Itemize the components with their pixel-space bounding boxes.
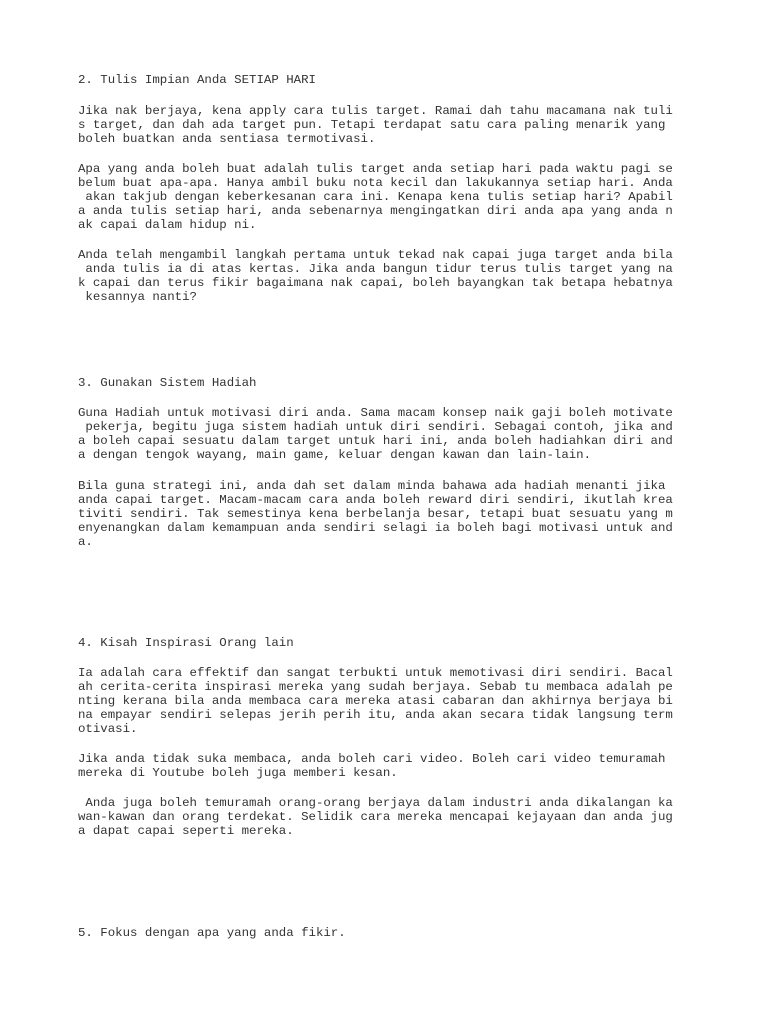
section-3-paragraph-2-line-3: tiviti sendiri. Tak semestinya kena berbelanja besar, tetapi buat sesuatu yang m [78,507,673,521]
section-4-paragraph-2-line-2: mereka di Youtube boleh juga memberi kesan. [78,766,398,780]
section-3-paragraph-2-line-1: Bila guna strategi ini, anda dah set dalam minda bahawa ada hadiah menanti jika [78,479,666,493]
section-5-heading: 5. Fokus dengan apa yang anda fikir. [78,926,346,940]
section-2-paragraph-3-line-2: anda tulis ia di atas kertas. Jika anda bangun tidur terus tulis target yang na [78,262,673,276]
section-3-paragraph-1-line-1: Guna Hadiah untuk motivasi diri anda. Sama macam konsep naik gaji boleh motivate [78,406,673,420]
section-4-paragraph-2-line-1: Jika anda tidak suka membaca, anda boleh cari video. Boleh cari video temuramah [78,752,666,766]
section-2-paragraph-1-line-2: s target, dan dah ada target pun. Tetapi terdapat satu cara paling menarik yang [78,118,666,132]
section-2-paragraph-3-line-1: Anda telah mengambil langkah pertama untuk tekad nak capai juga target anda bila [78,248,673,262]
section-2-paragraph-2-line-1: Apa yang anda boleh buat adalah tulis target anda setiap hari pada waktu pagi se [78,162,673,176]
section-3-heading: 3. Gunakan Sistem Hadiah [78,376,257,390]
section-4-paragraph-3-line-1: Anda juga boleh temuramah orang-orang berjaya dalam industri anda dikalangan ka [78,796,673,810]
section-2-paragraph-2-line-3: akan takjub dengan keberkesanan cara ini. Kenapa kena tulis setiap hari? Apabil [78,190,673,204]
section-3-paragraph-1-line-3: a boleh capai sesuatu dalam target untuk hari ini, anda boleh hadiahkan diri and [78,434,673,448]
section-3-paragraph-1-line-4: a dengan tengok wayang, main game, keluar dengan kawan dan lain-lain. [78,448,592,462]
section-2-paragraph-3-line-4: kesannya nanti? [78,290,197,304]
section-4-paragraph-3-line-2: wan-kawan dan orang terdekat. Selidik cara mereka mencapai kejayaan dan anda jug [78,810,673,824]
section-4-paragraph-1-line-4: na empayar sendiri selepas jerih perih itu, anda akan secara tidak langsung term [78,708,673,722]
section-2-paragraph-2-line-4: a anda tulis setiap hari, anda sebenarnya mengingatkan diri anda apa yang anda n [78,204,673,218]
section-4-heading: 4. Kisah Inspirasi Orang lain [78,636,294,650]
section-4-paragraph-1-line-2: ah cerita-cerita inspirasi mereka yang sudah berjaya. Sebab tu membaca adalah pe [78,680,673,694]
section-2-paragraph-3-line-3: k capai dan terus fikir bagaimana nak capai, boleh bayangkan tak betapa hebatnya [78,276,673,290]
section-2-paragraph-1-line-3: boleh buatkan anda sentiasa termotivasi. [78,132,376,146]
section-4-paragraph-1-line-1: Ia adalah cara effektif dan sangat terbukti untuk memotivasi diri sendiri. Bacal [78,666,673,680]
section-3-paragraph-2-line-5: a. [78,535,93,549]
section-3-paragraph-2-line-2: anda capai target. Macam-macam cara anda boleh reward diri sendiri, ikutlah krea [78,493,673,507]
section-2-paragraph-2-line-5: ak capai dalam hidup ni. [78,218,257,232]
section-4-paragraph-1-line-3: nting kerana bila anda membaca cara mereka atasi cabaran dan akhirnya berjaya bi [78,694,673,708]
section-2-paragraph-1-line-1: Jika nak berjaya, kena apply cara tulis target. Ramai dah tahu macamana nak tuli [78,104,673,118]
section-4-paragraph-1-line-5: otivasi. [78,722,138,736]
section-2-paragraph-2-line-2: belum buat apa-apa. Hanya ambil buku nota kecil dan lakukannya setiap hari. Anda [78,176,673,190]
section-4-paragraph-3-line-3: a dapat capai seperti mereka. [78,824,294,838]
section-2-heading: 2. Tulis Impian Anda SETIAP HARI [78,73,316,87]
section-3-paragraph-2-line-4: enyenangkan dalam kemampuan anda sendiri selagi ia boleh bagi motivasi untuk and [78,521,673,535]
section-3-paragraph-1-line-2: pekerja, begitu juga sistem hadiah untuk diri sendiri. Sebagai contoh, jika and [78,420,673,434]
